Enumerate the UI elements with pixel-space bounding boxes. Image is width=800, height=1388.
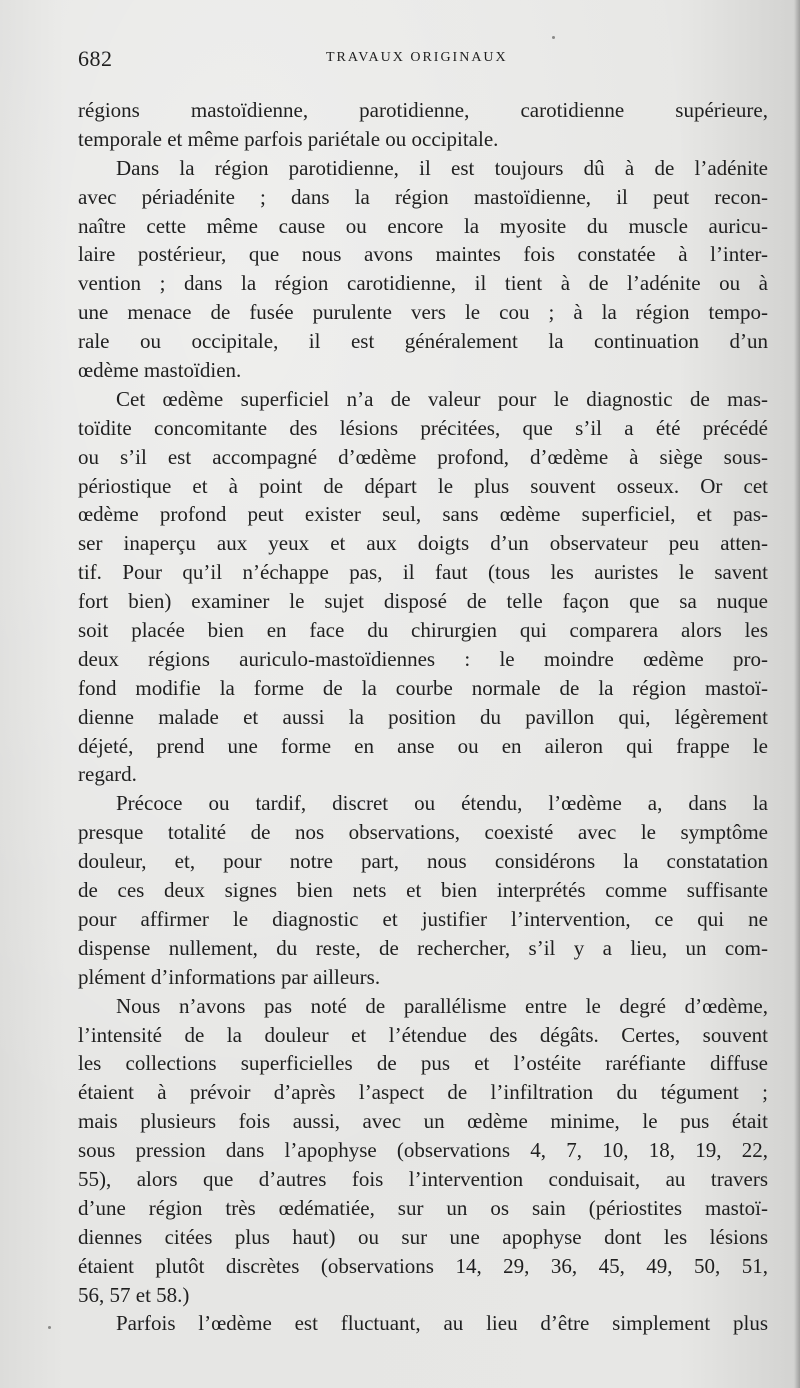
text-line: laire postérieur, que nous avons maintes fois constatée à l’inter- [78, 242, 768, 267]
text-line: deux régions auriculo-mastoïdiennes : le moindre œdème pro- [78, 646, 768, 671]
text-line: Précoce ou tardif, discret ou étendu, l’œdème a, dans la [116, 791, 768, 816]
text-line: 56, 57 et 58.) [78, 1282, 190, 1307]
text-line: fond modifie la forme de la courbe normale de la région mastoï- [78, 675, 768, 700]
text-line: régions mastoïdienne, parotidienne, carotidienne supérieure, [78, 98, 768, 122]
text-line: toïdite concomitante des lésions précitées, que s’il a été précédé [78, 415, 768, 440]
text-line: naître cette même cause ou encore la myosite du muscle auricu- [78, 213, 768, 238]
text-line: Parfois l’œdème est fluctuant, au lieu d’être simplement plus [116, 1311, 768, 1336]
text-line: pour affirmer le diagnostic et justifier l’intervention, ce qui ne [78, 906, 768, 931]
running-title: TRAVAUX ORIGINAUX [326, 50, 508, 65]
text-line: dispense nullement, du reste, de rechercher, s’il y a lieu, un com- [78, 935, 768, 960]
text-line: vention ; dans la région carotidienne, il tient à de l’adénite ou à [78, 271, 768, 296]
text-line: les collections superficielles de pus et l’ostéite raréfiante diffuse [78, 1051, 768, 1076]
scan-speck [48, 1326, 51, 1329]
page-number: 682 [78, 46, 113, 71]
text-line: ser inaperçu aux yeux et aux doigts d’un observateur peu atten- [78, 531, 768, 556]
text-line: périostique et à point de départ le plus souvent osseux. Or cet [78, 473, 768, 498]
text-line: l’intensité de la douleur et l’étendue des dégâts. Certes, souvent [78, 1022, 768, 1047]
text-line: dienne malade et aussi la position du pavillon qui, légèrement [78, 704, 768, 729]
text-line: sous pression dans l’apophyse (observations 4, 7, 10, 18, 19, 22, [78, 1138, 768, 1163]
body-text [78, 96, 768, 1338]
text-line: déjeté, prend une forme en anse ou en aileron qui frappe le [78, 733, 768, 758]
text-line: Cet œdème superficiel n’a de valeur pour le diagnostic de mas- [116, 386, 768, 411]
text-line: œdème profond peut exister seul, sans œdème superficiel, et pas- [78, 502, 768, 527]
text-line: regard. [78, 762, 137, 787]
text-line: soit placée bien en face du chirurgien qui comparera alors les [78, 618, 768, 643]
text-line: d’une région très œdématiée, sur un os sain (périostites mastoï- [78, 1195, 768, 1220]
text-line: presque totalité de nos observations, coexisté avec le symptôme [78, 820, 768, 845]
text-line: étaient à prévoir d’après l’aspect de l’infiltration du tégument ; [78, 1080, 768, 1105]
text-line: étaient plutôt discrètes (observations 14, 29, 36, 45, 49, 50, 51, [78, 1253, 768, 1278]
page-edge-shadow [794, 0, 800, 1388]
text-line: avec périadénite ; dans la région mastoïdienne, il peut recon- [78, 184, 768, 209]
text-line: fort bien) examiner le sujet disposé de telle façon que sa nuque [78, 589, 768, 614]
text-line: douleur, et, pour notre part, nous considérons la constatation [78, 849, 768, 874]
text-line: mais plusieurs fois aussi, avec un œdème minime, le pus était [78, 1109, 768, 1134]
text-line: une menace de fusée purulente vers le cou ; à la région tempo- [78, 300, 768, 325]
text-line: 55), alors que d’autres fois l’intervention conduisait, au travers [78, 1166, 768, 1191]
page-header [78, 46, 768, 76]
text-line: temporale et même parfois pariétale ou occipitale. [78, 126, 499, 151]
text-line: Dans la région parotidienne, il est toujours dû à de l’adénite [116, 155, 768, 180]
scan-speck [552, 36, 555, 39]
text-line: Nous n’avons pas noté de parallélisme entre le degré d’œdème, [116, 993, 768, 1018]
text-line: diennes citées plus haut) ou sur une apophyse dont les lésions [78, 1224, 768, 1249]
text-line: rale ou occipitale, il est généralement la continuation d’un [78, 329, 768, 354]
text-line: tif. Pour qu’il n’échappe pas, il faut (tous les auristes le savent [78, 560, 768, 585]
text-line: plément d’informations par ailleurs. [78, 964, 381, 989]
text-line: œdème mastoïdien. [78, 358, 242, 383]
text-line: de ces deux signes bien nets et bien interprétés comme suffisante [78, 878, 768, 903]
text-line: ou s’il est accompagné d’œdème profond, d’œdème à siège sous- [78, 444, 768, 469]
